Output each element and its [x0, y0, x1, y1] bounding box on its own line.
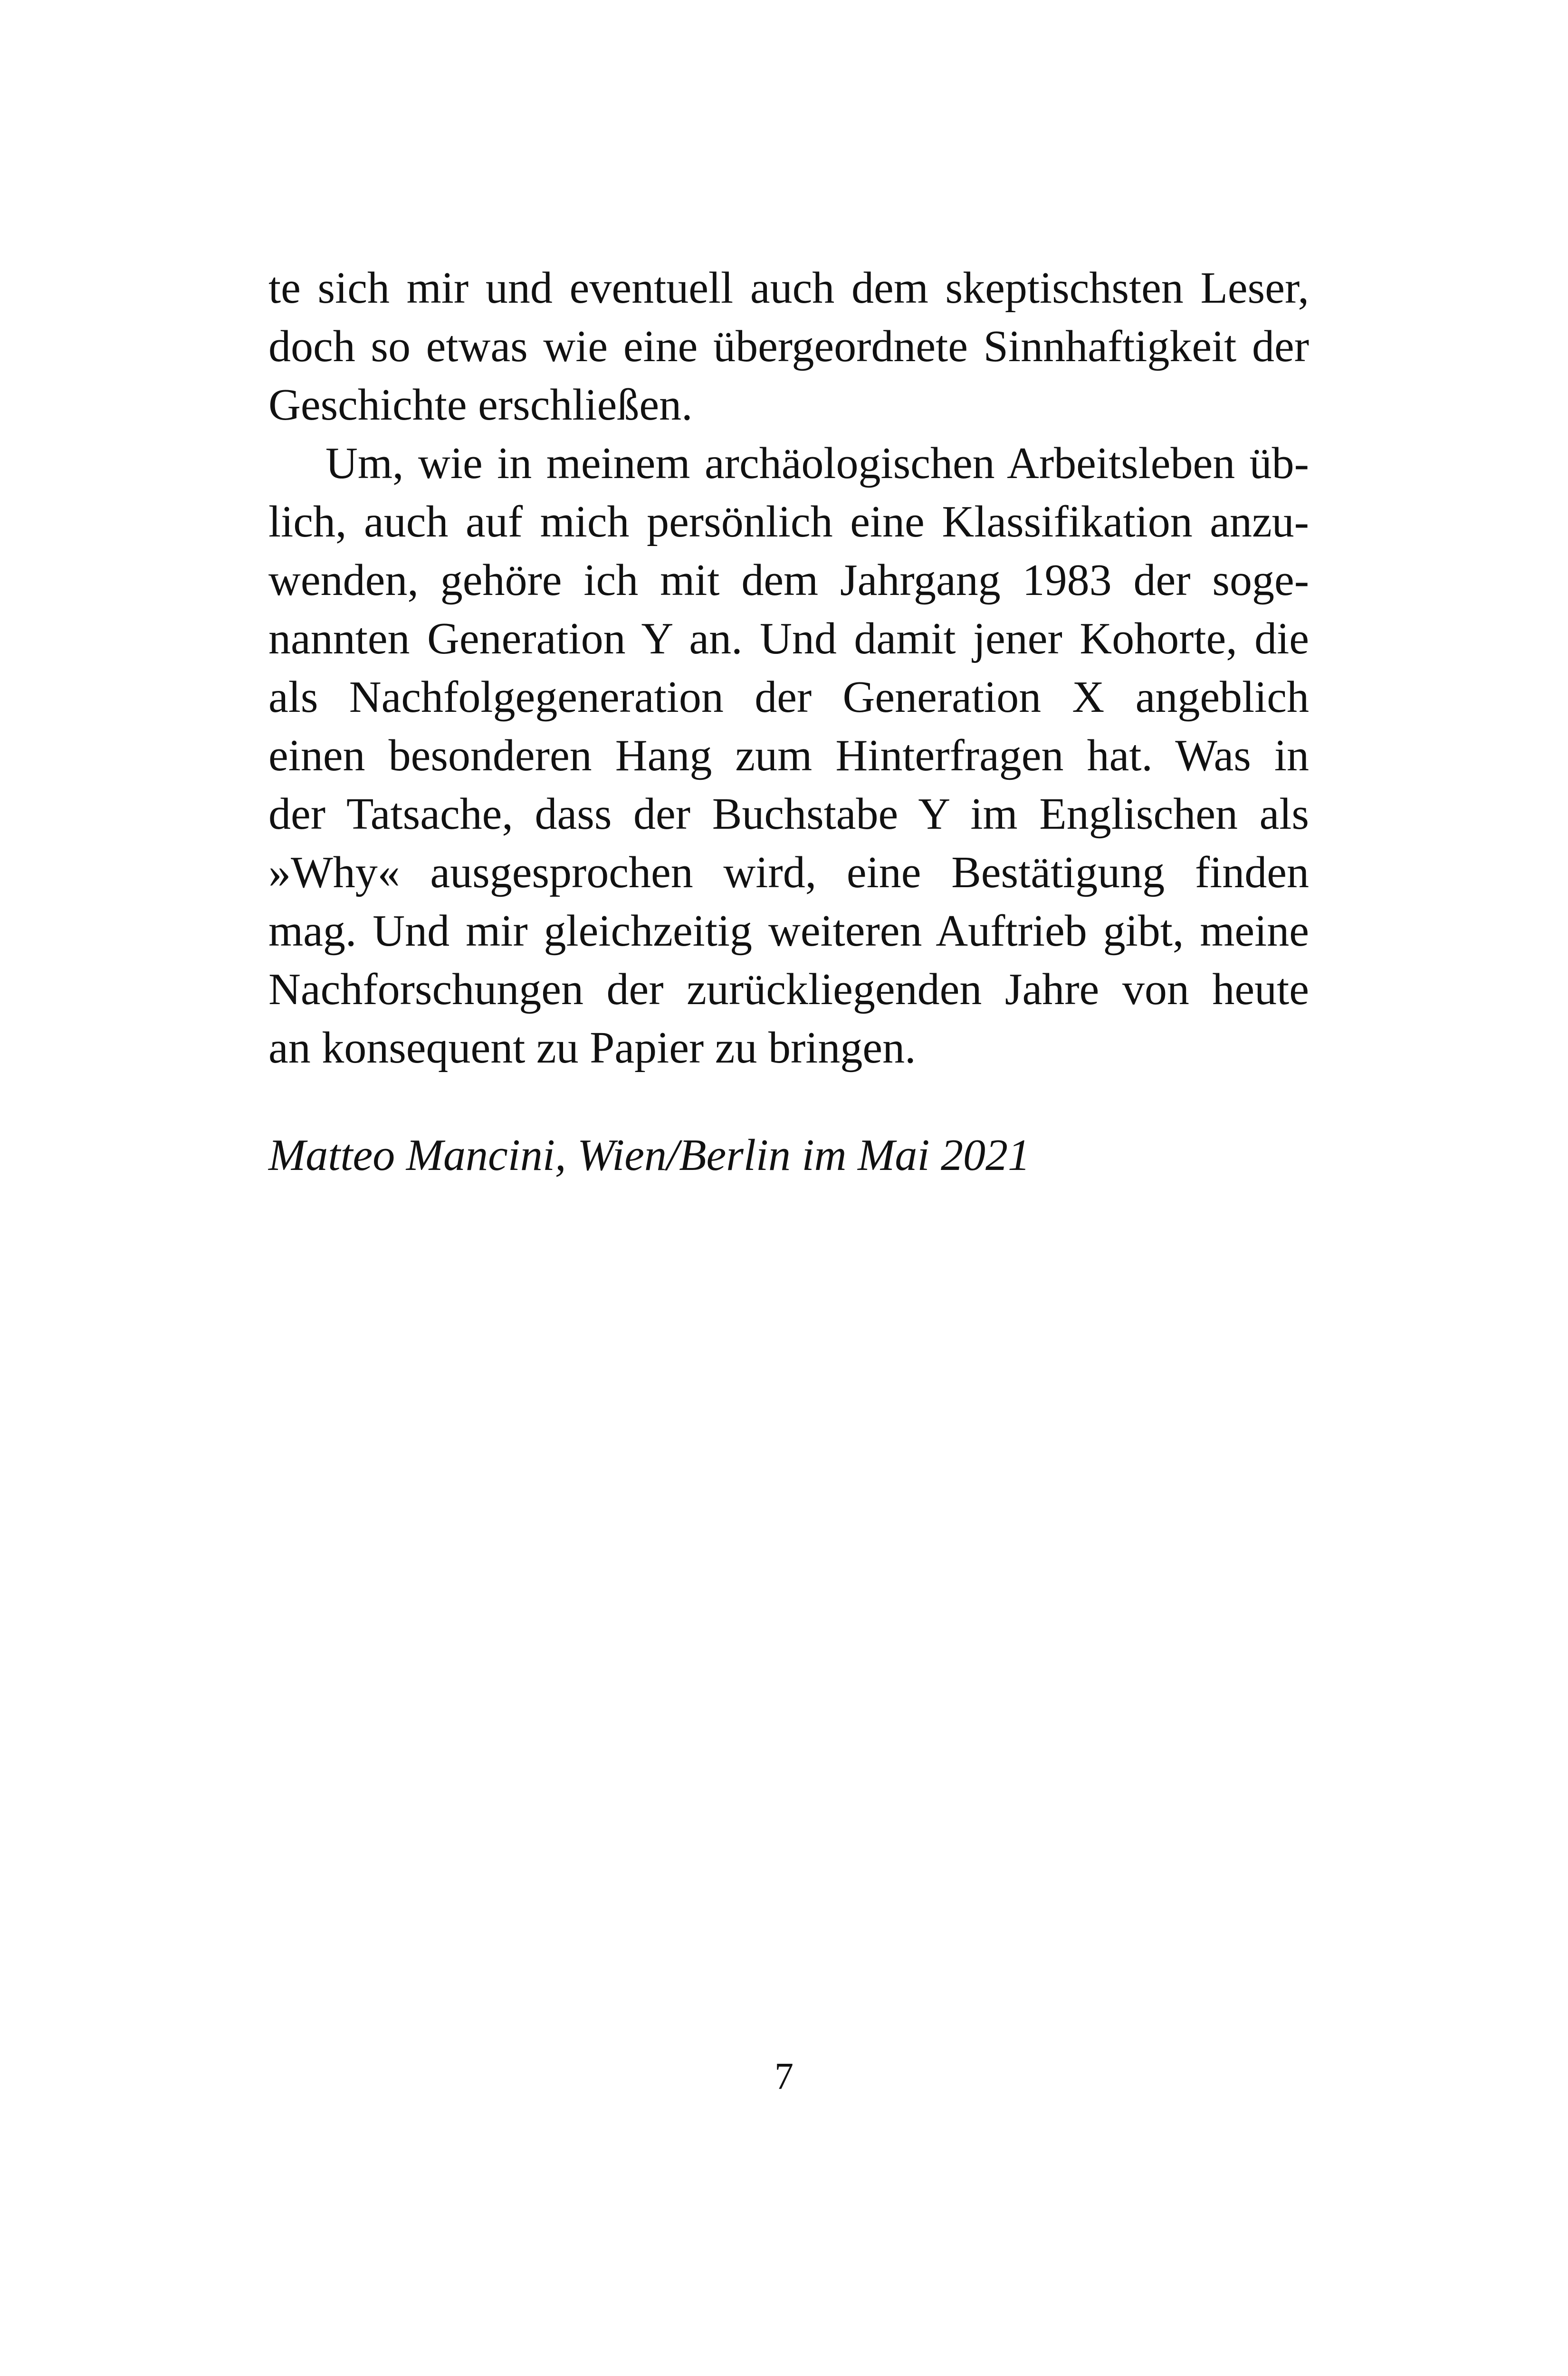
text-line: einen besonderen Hang zum Hinterfragen hat. Was in: [268, 731, 1309, 780]
page-number: 7: [774, 2056, 794, 2098]
text-line: der Tatsache, dass der Buchstabe Y im Englischen als: [268, 789, 1309, 839]
text-line: »Why« ausgesprochen wird, eine Bestätigung finden: [268, 848, 1309, 897]
body-text: [268, 259, 1309, 1077]
author-signature: Matteo Mancini, Wien/Berlin im Mai 2021: [268, 1131, 1030, 1180]
text-line: Nachforschungen der zurückliegenden Jahre von heute: [268, 965, 1309, 1014]
text-line: mag. Und mir gleichzeitig weiteren Auftrieb gibt, meine: [268, 906, 1309, 956]
text-line: lich, auch auf mich persönlich eine Klassifikation anzu-: [268, 497, 1309, 546]
text-line: doch so etwas wie eine übergeordnete Sinnhaftigkeit der: [268, 322, 1309, 371]
text-line: nannten Generation Y an. Und damit jener Kohorte, die: [268, 614, 1309, 663]
text-line: Um, wie in meinem archäologischen Arbeitsleben üb-: [325, 439, 1309, 488]
text-line: an konsequent zu Papier zu bringen.: [268, 1023, 916, 1073]
text-line: als Nachfolgegeneration der Generation X angeblich: [268, 672, 1309, 722]
text-line: te sich mir und eventuell auch dem skeptischsten Leser,: [268, 263, 1309, 313]
text-line: wenden, gehöre ich mit dem Jahrgang 1983 der soge-: [268, 556, 1309, 605]
text-line: Geschichte erschließen.: [268, 380, 693, 430]
